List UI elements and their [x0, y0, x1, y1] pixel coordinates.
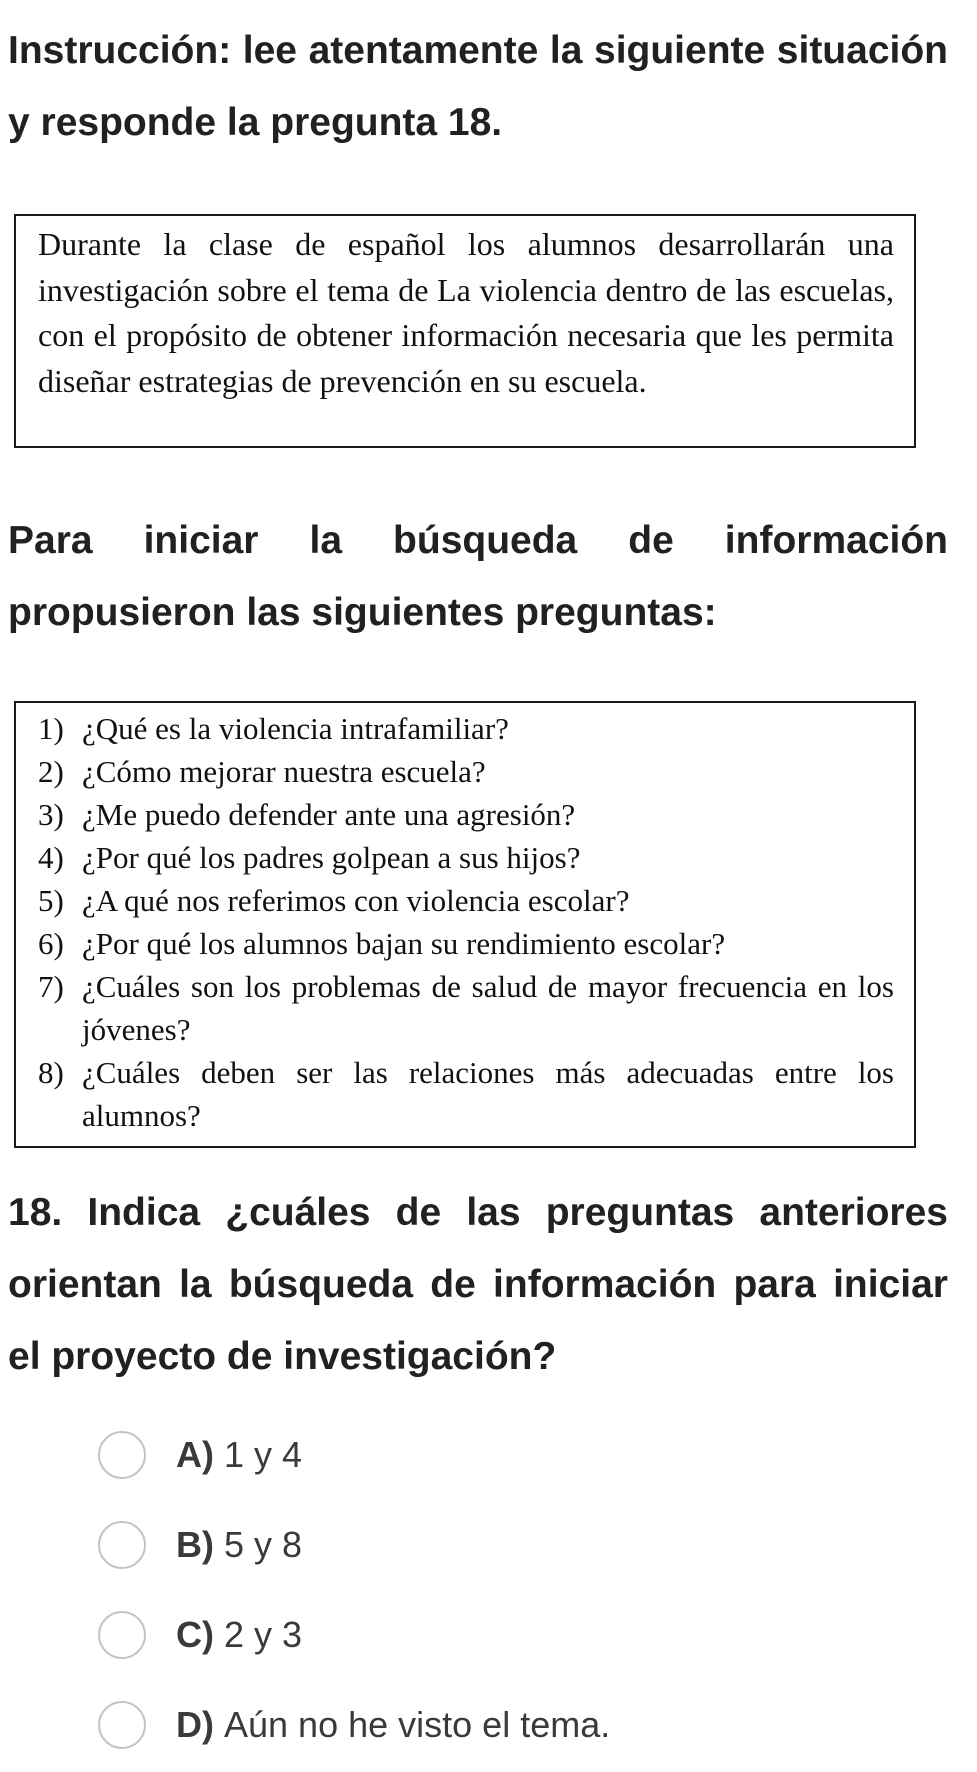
list-item [38, 707, 894, 750]
question-number: 7) [38, 969, 64, 1004]
option-letter: C) [176, 1614, 214, 1655]
question-18-text: 18. Indica ¿cuáles de las preguntas anteriores orientan la búsqueda de información para iniciar el proyecto de investigación? [8, 1191, 948, 1378]
question-text: ¿Cuáles deben ser las relaciones más adecuadas entre los alumnos? [82, 1055, 894, 1133]
option-d[interactable] [98, 1680, 610, 1770]
list-item [38, 793, 894, 836]
list-item [38, 922, 894, 965]
radio-button-icon[interactable] [98, 1701, 146, 1749]
option-b[interactable] [98, 1500, 610, 1590]
list-item [38, 750, 894, 793]
option-label: 5 y 8 [224, 1524, 303, 1565]
question-text: ¿Por qué los padres golpean a sus hijos? [82, 840, 581, 875]
instruction-text: Instrucción: lee atentamente la siguiente situación y responde la pregunta 18. [8, 29, 948, 144]
question-text: ¿A qué nos referimos con violencia escolar? [82, 883, 630, 918]
intro-text: Para iniciar la búsqueda de información propusieron las siguientes preguntas: [8, 519, 948, 634]
question-number: 6) [38, 926, 64, 961]
question-number: 5) [38, 883, 64, 918]
question-text: ¿Me puedo defender ante una agresión? [82, 797, 576, 832]
question-number: 4) [38, 840, 64, 875]
question-text: ¿Cuáles son los problemas de salud de mayor frecuencia en los jóvenes? [82, 969, 894, 1047]
list-item [38, 1051, 894, 1137]
option-label: 2 y 3 [224, 1614, 303, 1655]
question-number: 3) [38, 797, 64, 832]
option-label: 1 y 4 [224, 1434, 303, 1475]
option-letter: D) [176, 1704, 214, 1745]
option-c[interactable] [98, 1590, 610, 1680]
question-text: ¿Qué es la violencia intrafamiliar? [82, 711, 509, 746]
list-item [38, 965, 894, 1051]
option-letter: B) [176, 1524, 214, 1565]
question-text: ¿Cómo mejorar nuestra escuela? [82, 754, 486, 789]
answer-options [98, 1410, 610, 1770]
list-item [38, 836, 894, 879]
radio-button-icon[interactable] [98, 1521, 146, 1569]
question-number: 8) [38, 1055, 64, 1090]
option-letter: A) [176, 1434, 214, 1475]
list-item [38, 879, 894, 922]
questions-box [14, 701, 916, 1148]
question-number: 1) [38, 711, 64, 746]
situation-text: Durante la clase de español los alumnos desarrollarán una investigación sobre el tema de La violencia dentro de las escuelas, con el propósito de obtener información necesaria que les permita diseñar estrategias de prevención en su escuela. [38, 226, 894, 399]
option-a[interactable] [98, 1410, 610, 1500]
question-text: ¿Por qué los alumnos bajan su rendimiento escolar? [82, 926, 726, 961]
questions-list [38, 707, 894, 1137]
radio-button-icon[interactable] [98, 1431, 146, 1479]
radio-button-icon[interactable] [98, 1611, 146, 1659]
question-number: 2) [38, 754, 64, 789]
option-label: Aún no he visto el tema. [224, 1704, 611, 1745]
situation-box [14, 214, 916, 448]
